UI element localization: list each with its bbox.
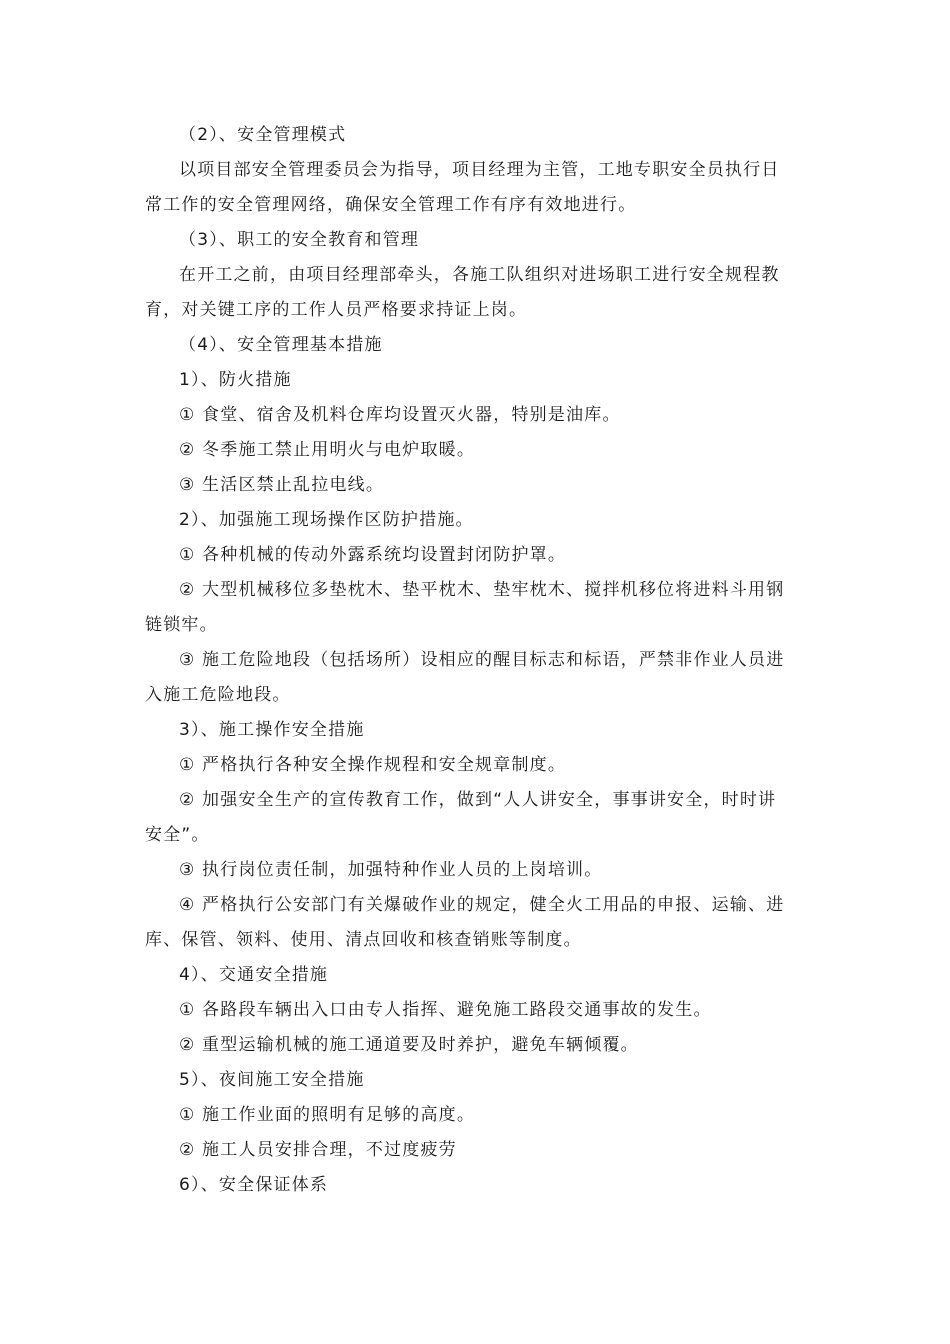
section-heading-staff-education: （3）、职工的安全教育和管理	[179, 230, 420, 250]
list-item-continuation: 安全”。	[145, 825, 210, 845]
subheading-site-protection: 2）、加强施工现场操作区防护措施。	[179, 510, 474, 530]
paragraph-line: 在开工之前，由项目经理部牵头，各施工队组织对进场职工进行安全规程教	[179, 265, 780, 285]
list-item-continuation: 链锁牢。	[145, 615, 218, 635]
section-heading-basic-measures: （4）、安全管理基本措施	[179, 335, 383, 355]
list-item: ② 冬季施工禁止用明火与电炉取暖。	[179, 440, 476, 460]
paragraph-line: 育，对关键工序的工作人员严格要求持证上岗。	[145, 300, 528, 320]
document-body	[145, 118, 810, 1203]
list-item: ② 重型运输机械的施工通道要及时养护，避免车辆倾覆。	[179, 1035, 639, 1055]
list-item: ④ 严格执行公安部门有关爆破作业的规定，健全火工用品的申报、运输、进	[179, 895, 785, 915]
subheading-traffic-safety: 4）、交通安全措施	[179, 965, 329, 985]
subheading-safety-assurance-system: 6）、安全保证体系	[179, 1175, 329, 1195]
subheading-operation-safety: 3）、施工操作安全措施	[179, 720, 365, 740]
list-item: ③ 执行岗位责任制，加强特种作业人员的上岗培训。	[179, 860, 603, 880]
list-item: ③ 生活区禁止乱拉电线。	[179, 475, 385, 495]
list-item: ② 大型机械移位多垫枕木、垫平枕木、垫牢枕木、搅拌机移位将进料斗用钢	[179, 580, 785, 600]
subheading-fire-prevention: 1）、防火措施	[179, 370, 292, 390]
list-item-continuation: 库、保管、领料、使用、清点回收和核查销账等制度。	[145, 930, 582, 950]
list-item: ① 各种机械的传动外露系统均设置封闭防护罩。	[179, 545, 567, 565]
list-item: ① 严格执行各种安全操作规程和安全规章制度。	[179, 755, 567, 775]
list-item: ① 各路段车辆出入口由专人指挥、避免施工路段交通事故的发生。	[179, 1000, 712, 1020]
list-item: ③ 施工危险地段（包括场所）设相应的醒目标志和标语，严禁非作业人员进	[179, 650, 785, 670]
list-item: ② 加强安全生产的宣传教育工作，做到“人人讲安全，事事讲安全，时时讲	[179, 790, 777, 810]
section-heading-safety-management-mode: （2）、安全管理模式	[179, 125, 347, 145]
paragraph-line: 常工作的安全管理网络，确保安全管理工作有序有效地进行。	[145, 195, 637, 215]
list-item-continuation: 入施工危险地段。	[145, 685, 291, 705]
list-item: ② 施工人员安排合理，不过度疲劳	[179, 1140, 457, 1160]
list-item: ① 食堂、宿舍及机料仓库均设置灭火器，特别是油库。	[179, 405, 621, 425]
subheading-night-construction: 5）、夜间施工安全措施	[179, 1070, 365, 1090]
list-item: ① 施工作业面的照明有足够的高度。	[179, 1105, 476, 1125]
paragraph-line: 以项目部安全管理委员会为指导，项目经理为主管，工地专职安全员执行日	[179, 160, 780, 180]
